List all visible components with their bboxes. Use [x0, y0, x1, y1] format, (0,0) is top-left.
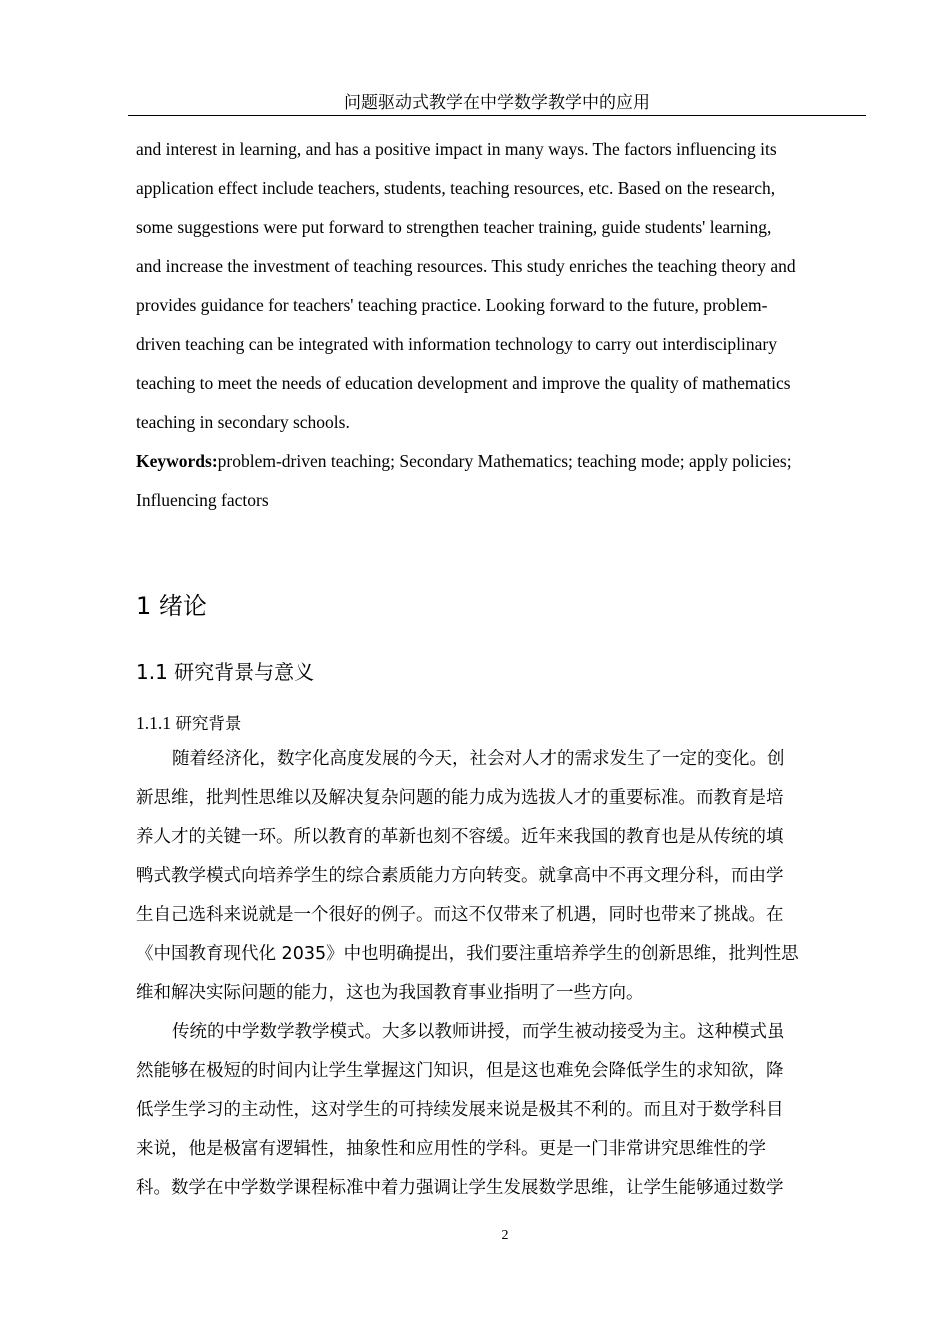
paragraph-line: 来说，他是极富有逻辑性，抽象性和应用性的学科。更是一门非常讲究思维性的学 [136, 1139, 766, 1159]
paragraph-2 [136, 1013, 860, 1208]
paragraph-line: 然能够在极短的时间内让学生掌握这门知识，但是这也难免会降低学生的求知欲，降 [136, 1061, 784, 1081]
keywords-label: Keywords: [136, 451, 218, 471]
abstract-line: and interest in learning, and has a positive impact in many ways. The factors influencing its [136, 139, 777, 159]
abstract-line: teaching to meet the needs of education development and improve the quality of mathematics [136, 373, 791, 393]
paragraph-line: 新思维，批判性思维以及解决复杂问题的能力成为选拔人才的重要标准。而教育是培 [136, 788, 784, 808]
keywords-line [136, 442, 860, 481]
paragraph-line: 生自己选科来说就是一个很好的例子。而这不仅带来了机遇，同时也带来了挑战。在 [136, 905, 784, 925]
section-title: 研究背景 [175, 714, 242, 733]
paragraph-line: 传统的中学数学教学模式。大多以教师讲授，而学生被动接受为主。这种模式虽 [172, 1022, 785, 1042]
section-heading-1-1-1 [136, 710, 860, 740]
paragraph-line: 养人才的关键一环。所以教育的革新也刻不容缓。近年来我国的教育也是从传统的填 [136, 827, 784, 847]
paragraph-line: 科。数学在中学数学课程标准中着力强调让学生发展数学思维，让学生能够通过数学 [136, 1178, 784, 1198]
abstract-en [136, 130, 860, 520]
keywords-text: problem-driven teaching; Secondary Mathematics; teaching mode; apply policies; [217, 451, 792, 471]
paragraph-line: 鸭式教学模式向培养学生的综合素质能力方向转变。就拿高中不再文理分科，而由学 [136, 866, 784, 886]
abstract-line: provides guidance for teachers' teaching practice. Looking forward to the future, problem- [136, 295, 768, 315]
header-rule [128, 115, 866, 116]
section-number: 1.1.1 [136, 713, 176, 733]
abstract-line: driven teaching can be integrated with information technology to carry out interdisciplinary [136, 334, 777, 354]
paragraph-1 [136, 740, 860, 1013]
paragraph-line: 《中国教育现代化 2035》中也明确提出，我们要注重培养学生的创新思维，批判性思 [136, 944, 799, 964]
section-heading-1-1: 1.1 研究背景与意义 [136, 660, 315, 684]
paragraph-line: 随着经济化，数字化高度发展的今天，社会对人才的需求发生了一定的变化。创 [172, 749, 785, 769]
keywords-line: Influencing factors [136, 490, 269, 510]
paragraph-line: 低学生学习的主动性，这对学生的可持续发展来说是极其不利的。而且对于数学科目 [136, 1100, 784, 1120]
page-body [136, 130, 860, 1208]
abstract-line: and increase the investment of teaching resources. This study enriches the teaching theory and [136, 256, 796, 276]
running-header: 问题驱动式教学在中学数学教学中的应用 [344, 93, 650, 112]
page-number: 2 [501, 1228, 509, 1243]
section-heading-1: 1 绪论 [136, 592, 207, 620]
abstract-line: some suggestions were put forward to strengthen teacher training, guide students' learning, [136, 217, 772, 237]
abstract-line: application effect include teachers, students, teaching resources, etc. Based on the research, [136, 178, 776, 198]
paragraph-line: 维和解决实际问题的能力，这也为我国教育事业指明了一些方向。 [136, 983, 644, 1003]
abstract-line: teaching in secondary schools. [136, 412, 350, 432]
